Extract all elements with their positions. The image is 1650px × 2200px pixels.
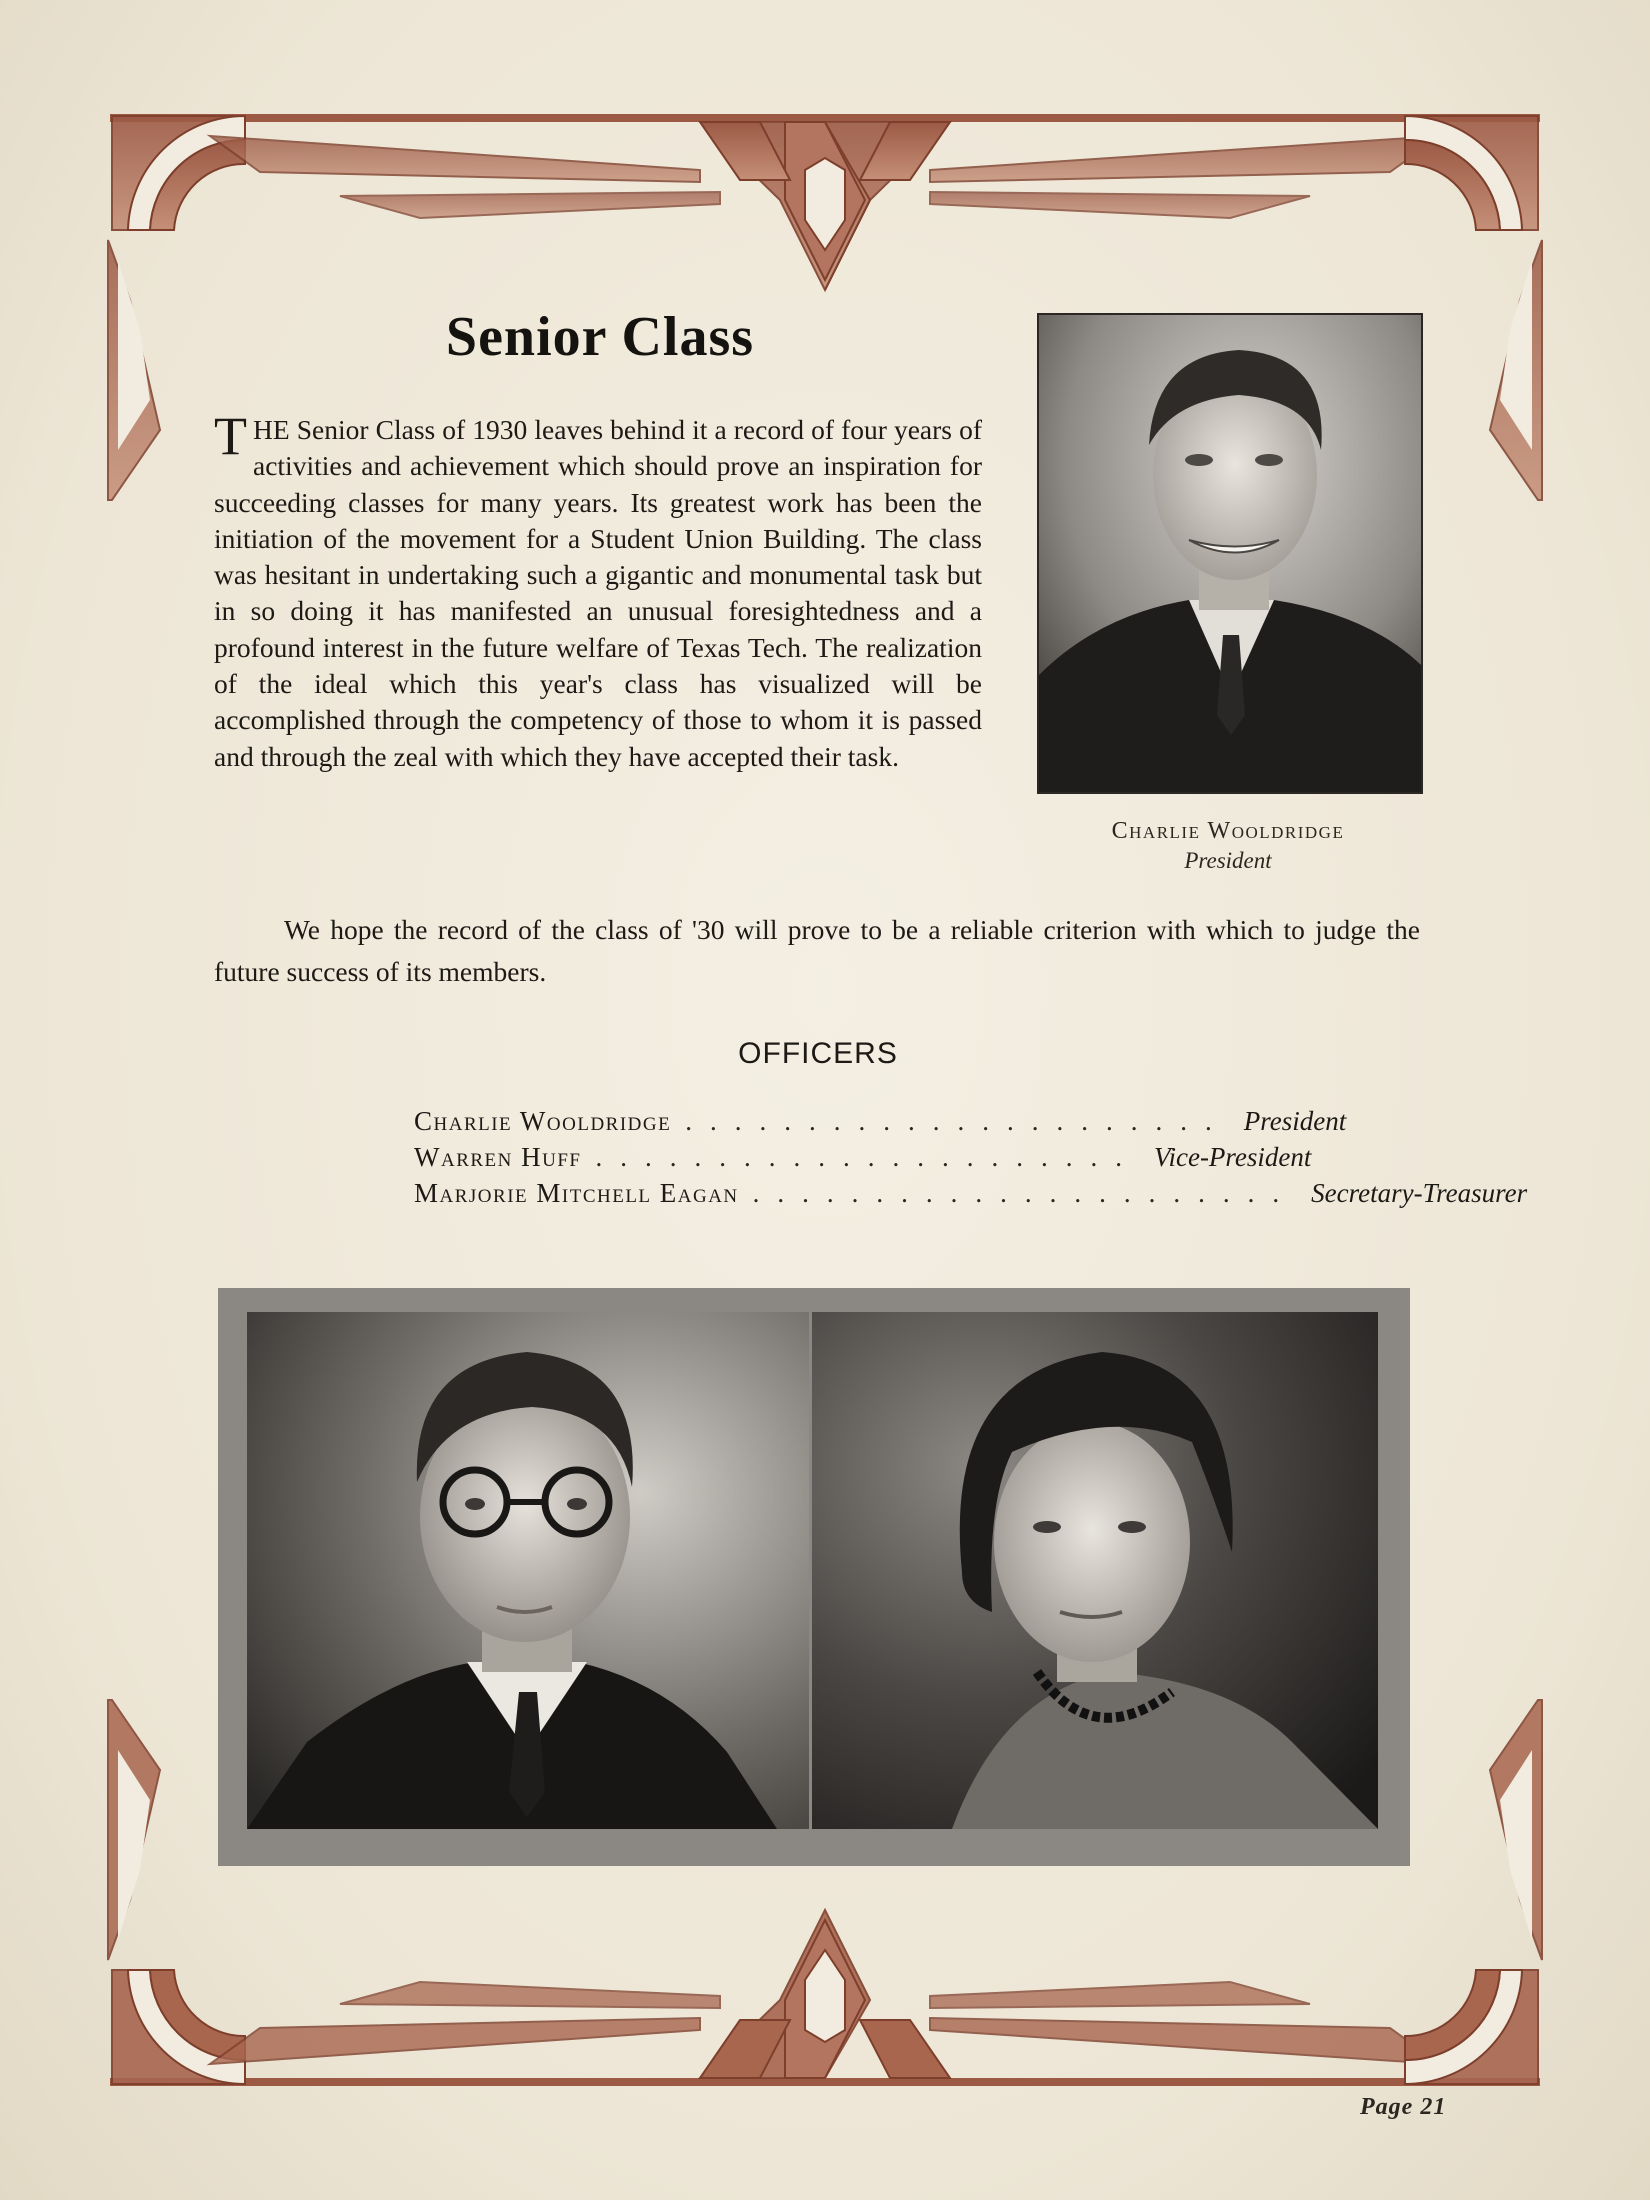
leader-dots: ...................... — [752, 1178, 1298, 1208]
officers-heading: OFFICERS — [738, 1037, 898, 1070]
secretary-treasurer-portrait-photo — [812, 1312, 1378, 1829]
intro-text: HE Senior Class of 1930 leaves behind it a record of four years of activities and achievement which should prove an inspiration for succeeding classes for many years. Its greatest work has been the initiation of the movement for a Student Union Building. The class was hesitant in undertaking such a gigantic and monumental task but in so doing it has manifested an unusual foresightedness and a profound interest in the future welfare of Texas Tech. The realization of the ideal which this year's class has visualized will be accomplished through the competency of those to whom it is passed and through the zeal with which they have accepted their task. — [214, 414, 982, 772]
officer-role: President — [1243, 1106, 1347, 1136]
closing-paragraph — [214, 909, 1420, 993]
officer-row — [414, 1178, 1528, 1214]
drop-cap: T — [214, 406, 247, 466]
officer-role: Secretary-Treasurer — [1311, 1178, 1528, 1208]
vice-president-portrait-photo — [247, 1312, 809, 1829]
officer-role: Vice-President — [1153, 1142, 1312, 1172]
officer-row — [414, 1142, 1312, 1178]
president-portrait-photo — [1037, 313, 1423, 794]
intro-paragraph — [214, 406, 982, 775]
president-caption-role: President — [1184, 848, 1272, 873]
closing-text: We hope the record of the class of '30 will prove to be a reliable criterion with which to judge the future success of its members. — [214, 914, 1420, 987]
officer-name: Marjorie Mitchell Eagan — [414, 1178, 739, 1208]
leader-dots: ...................... — [685, 1106, 1230, 1136]
page-title: Senior Class — [445, 306, 755, 368]
page-number: Page 21 — [1360, 2094, 1447, 2120]
officers-list — [414, 1106, 1528, 1214]
president-caption-name: Charlie Wooldridge — [1111, 818, 1345, 844]
officer-row — [414, 1106, 1347, 1142]
officer-name: Warren Huff — [414, 1142, 582, 1172]
officer-name: Charlie Wooldridge — [414, 1106, 672, 1136]
leader-dots: ...................... — [595, 1142, 1140, 1172]
